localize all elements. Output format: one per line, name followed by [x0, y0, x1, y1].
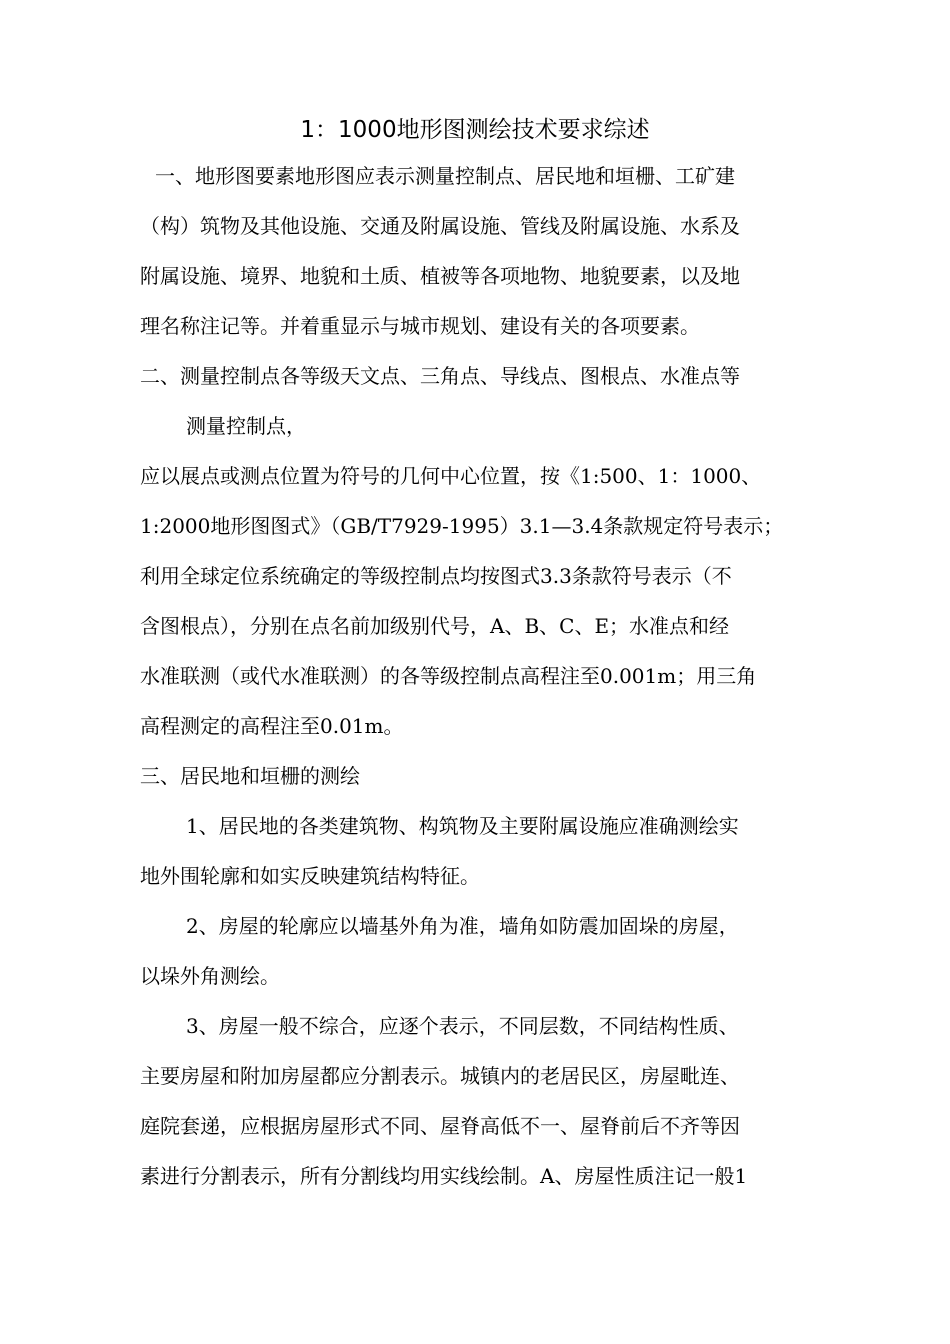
paragraph-line: 地外围轮廓和如实反映建筑结构特征。 [140, 864, 480, 888]
paragraph-line: 以垛外角测绘。 [140, 964, 280, 988]
paragraph-line: 1:2000地形图图式》（GB/T7929-1995）3.1—3.4条款规定符号表示； [140, 514, 784, 538]
paragraph-line: 高程测定的高程注至0.01m。 [140, 714, 404, 738]
paragraph-line: 理名称注记等。并着重显示与城市规划、建设有关的各项要素。 [140, 314, 700, 338]
paragraph-line: 应以展点或测点位置为符号的几何中心位置，按《1:500、1：1000、 [140, 464, 762, 488]
paragraph-line: 主要房屋和附加房屋都应分割表示。城镇内的老居民区，房屋毗连、 [140, 1064, 740, 1088]
paragraph-line: 1、居民地的各类建筑物、构筑物及主要附属设施应准确测绘实 [186, 814, 739, 838]
paragraph-line: 含图根点），分别在点名前加级别代号，A、B、C、E；水准点和经 [140, 614, 730, 638]
document-title: 1：1000地形图测绘技术要求综述 [300, 117, 650, 143]
paragraph-line: 2、房屋的轮廓应以墙基外角为准，墙角如防震加固垛的房屋， [186, 914, 739, 938]
paragraph-line: 测量控制点， [186, 414, 306, 438]
paragraph-line: （构）筑物及其他设施、交通及附属设施、管线及附属设施、水系及 [140, 214, 740, 238]
section-heading: 三、居民地和垣栅的测绘 [140, 764, 360, 788]
paragraph-line: 水准联测（或代水准联测）的各等级控制点高程注至0.001m；用三角 [140, 664, 757, 688]
paragraph-line: 素进行分割表示，所有分割线均用实线绘制。A、房屋性质注记一般1 [140, 1164, 748, 1188]
paragraph-line: 二、测量控制点各等级天文点、三角点、导线点、图根点、水准点等 [140, 364, 740, 388]
paragraph-line: 一、地形图要素地形图应表示测量控制点、居民地和垣栅、工矿建 [155, 164, 735, 188]
paragraph-line: 庭院套递，应根据房屋形式不同、屋脊高低不一、屋脊前后不齐等因 [140, 1114, 740, 1138]
paragraph-line: 利用全球定位系统确定的等级控制点均按图式3.3条款符号表示（不 [140, 564, 732, 588]
paragraph-line: 3、房屋一般不综合，应逐个表示，不同层数，不同结构性质、 [186, 1014, 739, 1038]
paragraph-line: 附属设施、境界、地貌和土质、植被等各项地物、地貌要素，以及地 [140, 264, 740, 288]
